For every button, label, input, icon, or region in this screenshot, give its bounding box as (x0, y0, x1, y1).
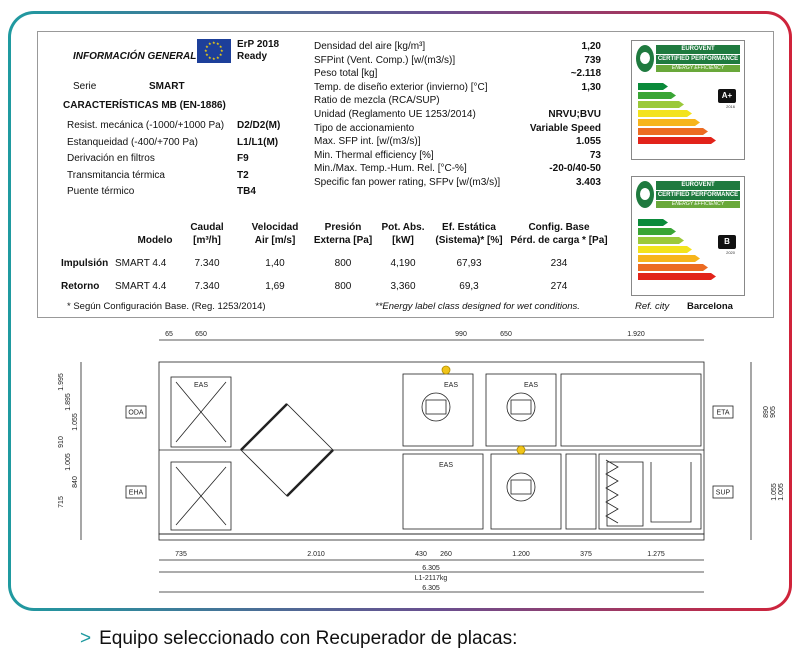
dim-top-label: 990 (455, 331, 467, 338)
dim-top-label: 650 (500, 331, 512, 338)
label-class-bar (638, 101, 684, 108)
eurovent-logo-icon (636, 181, 654, 208)
port-label: ETA (716, 409, 730, 417)
document-frame (8, 11, 792, 611)
dim-total-label: 6.305 (422, 565, 440, 572)
label-year: 2016 (726, 104, 735, 109)
bottom-section (491, 454, 561, 529)
eurovent-efficiency: ENERGY EFFICIENCY (656, 201, 740, 208)
unit-base (159, 534, 704, 540)
spec-label: Peso total [kg] (314, 68, 378, 80)
energy-label-badge (631, 40, 745, 160)
mb-row-value: D2/D2(M) (237, 120, 281, 131)
mb-row-value: L1/L1(M) (237, 136, 279, 148)
eurovent-subheader: CERTIFIED PERFORMANCE (657, 56, 739, 62)
table-header-l1: Velocidad (251, 222, 299, 233)
mb-row-label: Transmitancia térmica (67, 169, 165, 181)
eu-star-icon: ★ (216, 41, 220, 47)
table-header-l2: Air [m/s] (254, 235, 296, 246)
label-class-bar (638, 219, 668, 226)
table-row-name: Impulsión (61, 258, 109, 269)
filter-pleats (606, 460, 618, 523)
table-cell: 67,93 (456, 258, 482, 269)
port-label: EHA (128, 489, 144, 497)
dim-right-label: 1.055 (771, 483, 778, 501)
label-class: B (718, 235, 736, 249)
mb-title: CARACTERÍSTICAS MB (EN-1886) (63, 100, 226, 111)
dim-left-label: 1.055 (72, 413, 79, 431)
eurovent-logo-icon (636, 45, 654, 72)
footnote-right: **Energy label class designed for wet conditions. (375, 301, 580, 312)
table-cell: 3,360 (390, 281, 416, 292)
coil (607, 462, 643, 526)
coil-path (651, 462, 691, 522)
eurovent-efficiency: ENERGY EFFICIENCY (656, 65, 740, 72)
inspection-marker (517, 446, 525, 454)
eurovent-header: EUROVENT (656, 45, 740, 54)
ref-city-label: Ref. city (635, 301, 670, 312)
recuperator-edge (241, 404, 287, 450)
serie-label: Serie (73, 81, 97, 92)
table-header-l2: [m³/h] (193, 235, 221, 246)
dim-weight-label: L1-2117kg (414, 575, 448, 582)
spec-value: 73 (589, 149, 601, 161)
spec-value: 1,20 (581, 41, 601, 52)
mb-row-label: Derivación en filtros (67, 153, 155, 164)
dim-bottom-label: 735 (175, 551, 187, 558)
eu-star-icon: ★ (216, 54, 220, 60)
table-cell: 7.340 (194, 258, 220, 269)
inspection-marker (442, 366, 450, 374)
table-header-l2: Externa [Pa] (313, 235, 373, 246)
dim-left-label: 910 (58, 436, 65, 448)
recuperator-edge (287, 450, 333, 496)
component-label: EAS (193, 382, 209, 389)
spec-label: Densidad del aire [kg/m³] (314, 41, 426, 52)
fan-motor (511, 400, 531, 414)
table-header-l1: Caudal (190, 222, 224, 233)
top-section (486, 374, 556, 446)
arrow-right-icon: > (80, 628, 92, 649)
dim-total-label: 6.305 (422, 585, 440, 592)
label-class-bar (638, 128, 708, 135)
eu-flag-icon (197, 39, 231, 63)
eu-star-icon: ★ (208, 41, 212, 47)
eurovent-subheader: CERTIFIED PERFORMANCE (657, 192, 739, 198)
table-row-modelo: SMART 4.4 (115, 281, 167, 292)
erp-ready (237, 39, 279, 63)
port-label: SUP (715, 489, 731, 497)
label-class-bar (638, 83, 668, 90)
table-header-l1: Presión (324, 222, 362, 233)
fan-motor (426, 400, 446, 414)
label-year: 2020 (726, 250, 735, 255)
spec-label: Min./Max. Temp.-Hum. Rel. [°C-%] (314, 163, 467, 175)
mb-row-label: Puente térmico (67, 186, 135, 197)
table-header-l2: [kW] (392, 235, 414, 246)
table-header-l1: Config. Base (528, 222, 590, 233)
label-class-bar (638, 264, 708, 271)
dim-bottom-label: 1.275 (647, 551, 665, 558)
table-cell: 800 (334, 258, 352, 269)
spec-label: Tipo de accionamiento (314, 122, 415, 134)
eu-star-icon: ★ (218, 44, 223, 49)
dim-bottom-label: 260 (440, 551, 452, 558)
spec-label: Temp. de diseño exterior (invierno) [°C] (314, 81, 488, 93)
spec-value: 1.055 (575, 136, 601, 148)
top-section (561, 374, 701, 446)
spec-value: 739 (584, 54, 601, 66)
label-class-bar (638, 246, 692, 253)
eurovent-header: EUROVENT (656, 181, 740, 190)
dim-right-label: 1.005 (778, 483, 785, 501)
table-cell: 1,69 (265, 281, 285, 292)
unit-outline (159, 362, 704, 534)
spec-label: Ratio de mezcla (RCA/SUP) (314, 95, 440, 107)
table-cell: 234 (550, 258, 568, 269)
dim-bottom-label: 1.200 (512, 551, 530, 558)
table-header-l2: (Sistema)* [%] (435, 235, 503, 246)
component-label: EAS (438, 462, 454, 469)
dim-top-label: 65 (165, 331, 173, 338)
table-cell: 1,40 (265, 258, 285, 269)
top-section (403, 374, 473, 446)
label-class: A+ (718, 89, 736, 103)
table-cell: 69,3 (459, 281, 479, 292)
eu-star-icon: ★ (212, 40, 216, 45)
dim-bottom-label: 2.010 (307, 551, 325, 558)
spec-value: -20-0/40-50 (549, 163, 601, 175)
table-header-l2: Modelo (137, 235, 173, 246)
table-row-modelo: SMART 4.4 (115, 258, 167, 269)
table-header-l1: Ef. Estática (442, 222, 496, 233)
eu-star-icon: ★ (208, 54, 212, 60)
table-cell: 7.340 (194, 281, 220, 292)
spec-value: 3.403 (575, 177, 601, 188)
energy-label-badge (631, 176, 745, 296)
dim-right-label: 890 (763, 406, 770, 418)
dim-bottom-label: 375 (580, 551, 592, 558)
eu-star-icon: ★ (204, 48, 208, 53)
label-class-bar (638, 237, 684, 244)
general-title: INFORMACIÓN GENERAL (73, 51, 197, 62)
mb-row-value: T2 (237, 169, 249, 181)
document-inner (11, 14, 789, 608)
dim-top-label: 650 (195, 331, 207, 338)
spec-label: Min. Thermal efficiency [%] (314, 149, 434, 161)
dim-left-label: 1.995 (58, 373, 65, 391)
label-class-bar (638, 110, 692, 117)
dim-top-label: 1.920 (627, 331, 645, 338)
serie-value: SMART (149, 81, 185, 92)
erp-line1: ErP 2018 (237, 39, 280, 50)
eu-star-icon: ★ (205, 44, 209, 49)
component-label: EAS (523, 382, 539, 389)
dim-right-label: 905 (770, 406, 777, 418)
table-cell: 800 (334, 281, 352, 292)
eu-star-icon: ★ (212, 56, 216, 61)
caption (80, 628, 517, 650)
spec-value: ~2.118 (570, 68, 601, 80)
spec-label: Unidad (Reglamento UE 1253/2014) (314, 109, 476, 120)
dim-left-label: 1.005 (65, 453, 72, 471)
mb-row-label: Resist. mecánica (-1000/+1000 Pa) (67, 120, 225, 131)
spec-label: Specific fan power rating, SFPv [w/(m3/s)] (314, 177, 501, 188)
label-class-bar (638, 255, 700, 262)
spec-label: Max. SFP int. [w/(m3/s)] (314, 136, 421, 148)
bottom-section (566, 454, 596, 529)
mb-row-value: TB4 (237, 186, 256, 197)
dim-left-label: 840 (72, 476, 79, 488)
dim-bottom-label: 430 (415, 551, 427, 558)
table-row-name: Retorno (61, 281, 100, 292)
label-class-bar (638, 273, 716, 280)
table-cell: 274 (550, 281, 568, 292)
mb-row-label: Estanqueidad (-400/+700 Pa) (67, 136, 198, 148)
eu-star-icon: ★ (218, 52, 223, 57)
technical-drawing (51, 322, 786, 607)
component-label: EAS (443, 382, 459, 389)
dim-left-label: 1.895 (65, 393, 72, 411)
table-header-l2: Pérd. de carga * [Pa] (510, 235, 608, 246)
label-class-bar (638, 137, 716, 144)
port-label: ODA (128, 409, 144, 417)
erp-line2: Ready (237, 51, 268, 62)
table-cell: 4,190 (390, 258, 416, 269)
eu-star-icon: ★ (220, 48, 224, 53)
fan-motor (511, 480, 531, 494)
footnote-left: * Según Configuración Base. (Reg. 1253/2014) (67, 301, 266, 312)
spec-value: 1,30 (581, 81, 601, 93)
label-class-bar (638, 92, 676, 99)
spec-label: SFPint (Vent. Comp.) [w/(m3/s)] (314, 54, 456, 66)
spec-value: NRVU;BVU (548, 109, 601, 120)
table-header-l1: Pot. Abs. (381, 222, 425, 233)
caption-text: Equipo seleccionado con Recuperador de placas: (99, 628, 518, 649)
spec-value: Variable Speed (529, 122, 601, 134)
mb-row-value: F9 (237, 153, 249, 164)
label-class-bar (638, 119, 700, 126)
eu-star-icon: ★ (205, 52, 209, 57)
ref-city-value: Barcelona (687, 301, 733, 312)
dim-left-label: 715 (58, 496, 65, 508)
label-class-bar (638, 228, 676, 235)
